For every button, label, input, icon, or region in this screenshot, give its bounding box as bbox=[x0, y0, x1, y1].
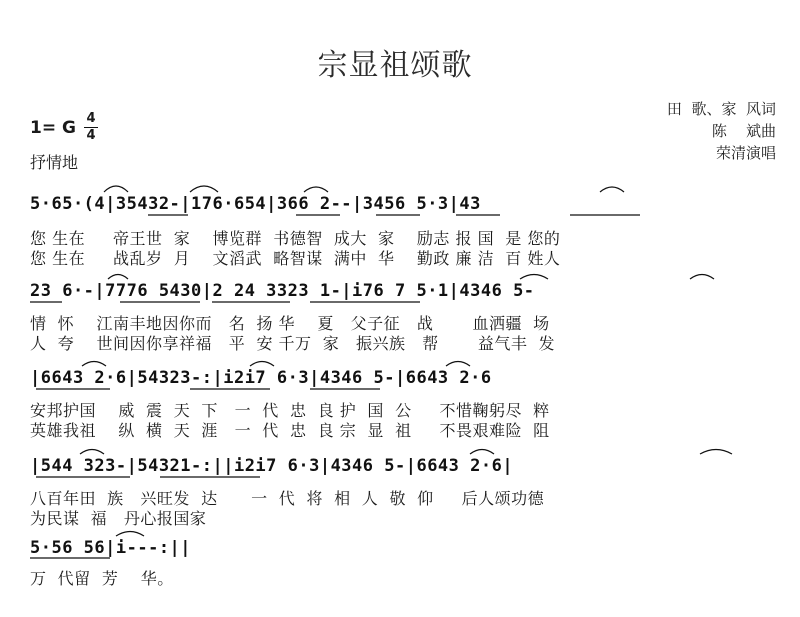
slur-mark bbox=[82, 362, 106, 367]
slur-mark bbox=[116, 532, 144, 537]
notation-line-1: 5·65·(4|35432-|176·654|366 2--|3456 5·3|43 bbox=[30, 194, 481, 214]
notation-line-4: |544 323-|54321-:||i2i7 6·3|4346 5-|6643 2·6| bbox=[30, 456, 514, 476]
notation-line-2: 23 6·-|7776 5430|2 24 3323 1-|i76 7 5·1|4346 5- bbox=[30, 281, 535, 301]
lyrics-line-3-verse-1: 安邦护国 威 震 天 下 一 代 忠 良 护 国 公 不惜鞠躬尽 粹 bbox=[30, 401, 550, 420]
lyricist-credit: 田 歌、家 风词 bbox=[666, 100, 776, 118]
slur-mark bbox=[600, 187, 624, 192]
lyrics-line-5-verse-1: 万 代留 芳 华。 bbox=[30, 569, 174, 588]
slur-mark bbox=[80, 450, 104, 455]
singer-credit: 荣清演唱 bbox=[715, 144, 776, 162]
slur-mark bbox=[304, 187, 328, 192]
time-signature-bottom: 4 bbox=[86, 128, 96, 143]
slur-mark bbox=[470, 450, 494, 455]
lyrics-line-1-verse-2: 您 生在 战乱岁 月 文滔武 略智谋 满中 华 勤政 廉 洁 百 姓人 bbox=[30, 249, 561, 268]
slur-mark bbox=[250, 362, 274, 367]
composer-credit: 陈 斌曲 bbox=[711, 122, 776, 140]
notation-line-3: |6643 2·6|54323-:|i2i7 6·3|4346 5-|6643 2·6 bbox=[30, 368, 492, 388]
lyrics-line-3-verse-2: 英雄我祖 纵 横 天 涯 一 代 忠 良 宗 显 祖 不畏艰难险 阻 bbox=[30, 421, 550, 440]
notation-line-5: 5·56 56|i---:|| bbox=[30, 538, 192, 558]
lyrics-line-4-verse-2: 为民谋 福 丹心报国家 bbox=[30, 509, 207, 528]
song-title: 宗显祖颂歌 bbox=[317, 48, 473, 83]
lyrics-line-2-verse-2: 人 夸 世间因你享祥福 平 安 千万 家 振兴族 帮 益气丰 发 bbox=[30, 334, 555, 353]
slur-mark bbox=[190, 186, 218, 192]
slur-mark bbox=[104, 186, 128, 192]
lyrics-line-1-verse-1: 您 生在 帝王世 家 博览群 书德智 成大 家 励志 报 国 是 您的 bbox=[30, 229, 561, 248]
lyrics-line-4-verse-1: 八百年田 族 兴旺发 达 一 代 将 相 人 敬 仰 后人颂功德 bbox=[30, 489, 545, 508]
time-signature-top: 4 bbox=[86, 111, 96, 126]
slur-mark bbox=[108, 275, 128, 280]
tempo-marking: 抒情地 bbox=[30, 153, 79, 172]
slur-mark bbox=[520, 275, 548, 280]
slur-mark bbox=[700, 450, 732, 455]
key-signature: 1= G bbox=[30, 118, 76, 138]
lyrics-line-2-verse-1: 情 怀 江南丰地因你而 名 扬 华 夏 父子征 战 血洒疆 场 bbox=[30, 314, 550, 333]
slur-mark bbox=[690, 275, 714, 280]
slur-mark bbox=[446, 362, 470, 367]
